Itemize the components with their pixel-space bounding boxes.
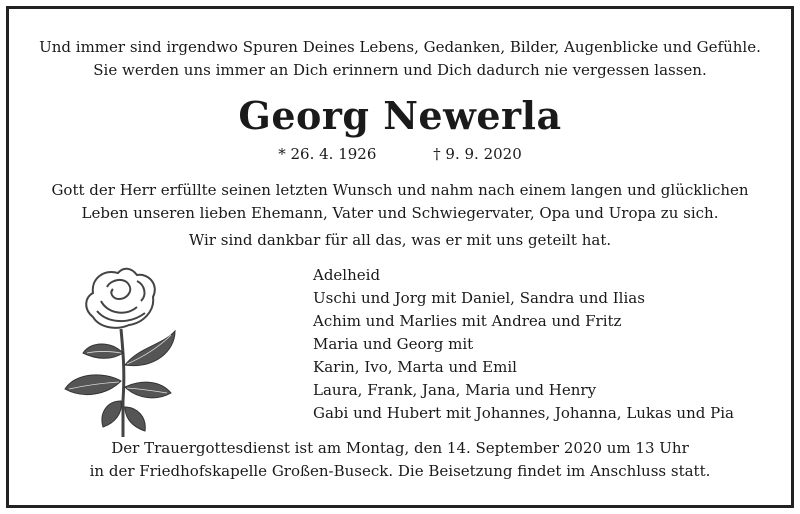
rose-icon <box>63 261 193 441</box>
family-member: Laura, Frank, Jana, Maria und Henry <box>313 381 597 399</box>
family-member: Achim und Marlies mit Andrea und Fritz <box>313 312 622 330</box>
family-member: Maria und Georg mit <box>313 335 474 353</box>
intro-line: Und immer sind irgendwo Spuren Deines Lebens, Gedanken, Bilder, Augenblicke und Gefühle. <box>39 38 761 56</box>
family-member: Karin, Ivo, Marta und Emil <box>313 358 517 376</box>
service-line: Der Trauergottesdienst ist am Montag, den 14. September 2020 um 13 Uhr <box>111 439 689 457</box>
intro-line: Sie werden uns immer an Dich erinnern und Dich dadurch nie vergessen lassen. <box>93 61 707 79</box>
thanks-line: Wir sind dankbar für all das, was er mit uns geteilt hat. <box>188 231 612 249</box>
deceased-name: Georg Newerla <box>238 93 562 138</box>
intro-verse <box>9 36 791 82</box>
birth-date: * 26. 4. 1926 <box>278 145 377 163</box>
family-list <box>313 264 734 425</box>
family-member: Adelheid <box>313 266 381 284</box>
family-member: Gabi und Hubert mit Johannes, Johanna, Lukas und Pia <box>313 404 734 422</box>
death-date: † 9. 9. 2020 <box>433 145 522 163</box>
service-info <box>9 437 791 483</box>
service-line: in der Friedhofskapelle Großen-Buseck. Die Beisetzung findet im Anschluss statt. <box>89 462 711 480</box>
obituary-message <box>9 179 791 225</box>
message-line: Leben unseren lieben Ehemann, Vater und Schwiegervater, Opa und Uropa zu sich. <box>81 204 719 222</box>
family-member: Uschi und Jorg mit Daniel, Sandra und Ilias <box>313 289 645 307</box>
life-dates <box>9 145 791 163</box>
obituary-notice <box>6 6 794 508</box>
message-line: Gott der Herr erfüllte seinen letzten Wunsch und nahm nach einem langen und glücklichen <box>51 181 749 199</box>
